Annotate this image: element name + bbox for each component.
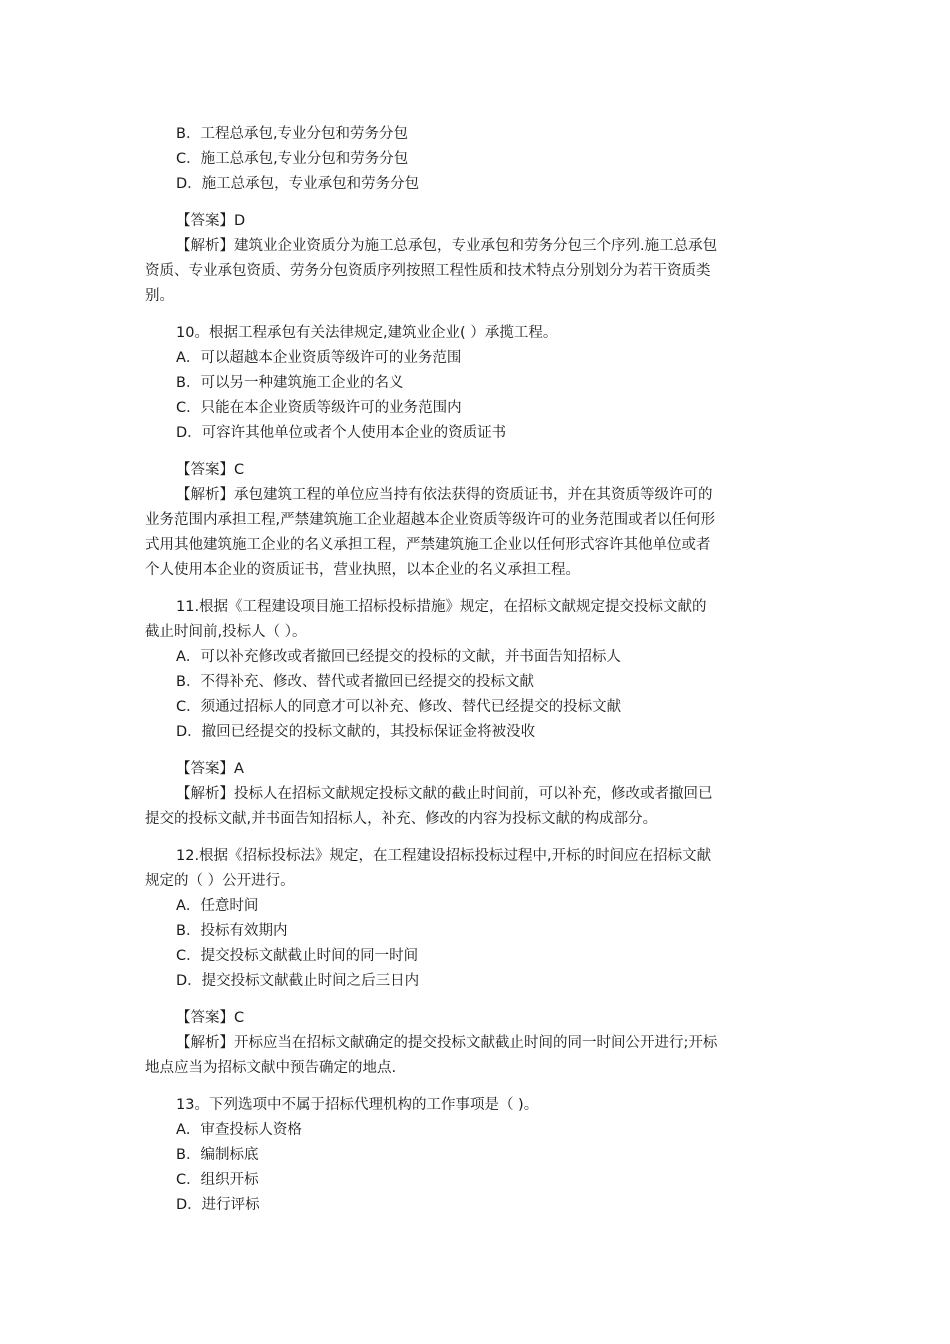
option-c: C．组织开标 (176, 1172, 259, 1188)
option-a: A．可以超越本企业资质等级许可的业务范围 (176, 350, 462, 366)
question-line: 规定的（ ）公开进行。 (145, 873, 295, 889)
explanation-12 (145, 1031, 810, 1081)
answer-11: 【答案】A (176, 761, 244, 777)
option-d: D．提交投标文献截止时间之后三日内 (176, 973, 420, 989)
question-12-options (145, 894, 810, 994)
question-11-text (145, 595, 810, 645)
explanation-9 (145, 234, 810, 309)
option-d: D．进行评标 (176, 1197, 260, 1213)
answer-9: 【答案】D (176, 213, 246, 229)
option-d: D．可容许其他单位或者个人使用本企业的资质证书 (176, 425, 507, 441)
option-b: B．不得补充、修改、替代或者撤回已经提交的投标文献 (176, 674, 534, 690)
explanation-11 (145, 782, 810, 832)
option-d: D．施工总承包，专业承包和劳务分包 (176, 176, 420, 192)
answer-12: 【答案】C (176, 1010, 245, 1026)
question-10-text: 10。根据工程承包有关法律规定,建筑业企业( ）承揽工程。 (176, 325, 558, 341)
explanation-line: 业务范围内承担工程,严禁建筑施工企业超越本企业资质等级许可的业务范围或者以任何形 (145, 512, 716, 528)
question-line: 11.根据《工程建设项目施工招标投标措施》规定，在招标文献规定提交投标文献的 (176, 599, 707, 615)
explanation-line: 【解析】建筑业企业资质分为施工总承包，专业承包和劳务分包三个序列.施工总承包 (176, 238, 718, 254)
question-10-options (145, 346, 810, 446)
question-13-options (145, 1118, 810, 1218)
explanation-line: 式用其他建筑施工企业的名义承担工程，严禁建筑施工企业以任何形式容许其他单位或者 (145, 537, 711, 553)
question-line: 12.根据《招标投标法》规定，在工程建设招标投标过程中,开标的时间应在招标文献 (176, 848, 712, 864)
question-line: 截止时间前,投标人（ ）。 (145, 624, 307, 640)
explanation-line: 【解析】承包建筑工程的单位应当持有依法获得的资质证书，并在其资质等级许可的 (176, 487, 713, 503)
option-c: C．施工总承包,专业分包和劳务分包 (176, 151, 409, 167)
explanation-10 (145, 483, 810, 583)
explanation-line: 地点应当为招标文献中预告确定的地点. (145, 1060, 397, 1076)
question-9-options (145, 122, 810, 197)
answer-10: 【答案】C (176, 462, 245, 478)
document-body (145, 122, 810, 1218)
option-c: C．提交投标文献截止时间的同一时间 (176, 948, 419, 964)
option-a: A．任意时间 (176, 898, 259, 914)
explanation-line: 别。 (145, 288, 174, 304)
option-d: D．撤回已经提交的投标文献的，其投标保证金将被没收 (176, 724, 536, 740)
question-11-options (145, 645, 810, 745)
question-13-text: 13。下列选项中不属于招标代理机构的工作事项是（ )。 (176, 1097, 539, 1113)
option-b: B．编制标底 (176, 1147, 259, 1163)
option-b: B．可以另一种建筑施工企业的名义 (176, 375, 404, 391)
option-b: B．工程总承包,专业分包和劳务分包 (176, 126, 409, 142)
explanation-line: 个人使用本企业的资质证书，营业执照，以本企业的名义承担工程。 (145, 562, 580, 578)
explanation-line: 提交的投标文献,并书面告知招标人，补充、修改的内容为投标文献的构成部分。 (145, 811, 658, 827)
explanation-line: 【解析】开标应当在招标文献确定的提交投标文献截止时间的同一时间公开进行;开标 (176, 1035, 718, 1051)
question-12-text (145, 844, 810, 894)
option-c: C．只能在本企业资质等级许可的业务范围内 (176, 400, 462, 416)
option-a: A．审查投标人资格 (176, 1122, 302, 1138)
option-b: B．投标有效期内 (176, 923, 288, 939)
explanation-line: 资质、专业承包资质、劳务分包资质序列按照工程性质和技术特点分别划分为若干资质类 (145, 263, 711, 279)
option-a: A．可以补充修改或者撤回已经提交的投标的文献，并书面告知招标人 (176, 649, 621, 665)
option-c: C．须通过招标人的同意才可以补充、修改、替代已经提交的投标文献 (176, 699, 622, 715)
explanation-line: 【解析】投标人在招标文献规定投标文献的截止时间前，可以补充，修改或者撤回已 (176, 786, 713, 802)
